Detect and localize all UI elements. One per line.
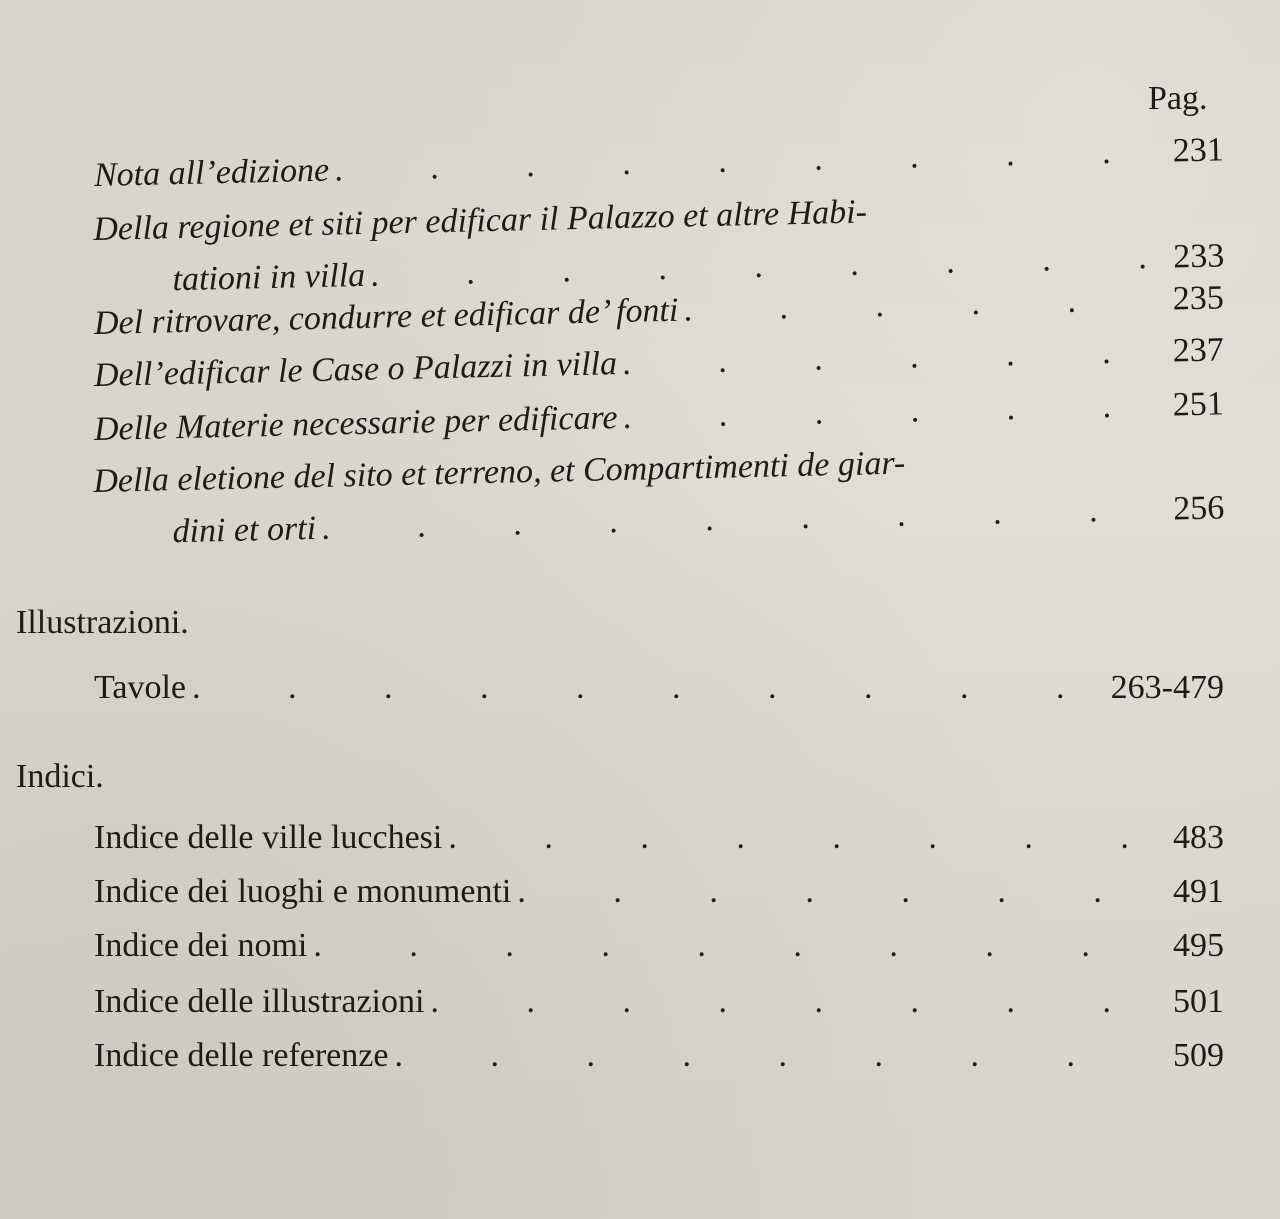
- toc-entry-title-continued: tationi in villa: [172, 256, 366, 299]
- dot-leader: [192, 662, 1105, 714]
- dot-leader: [313, 920, 1154, 972]
- toc-page-number: 501: [1173, 983, 1224, 1020]
- section-heading-indici: Indici.: [16, 758, 104, 795]
- dot-leader: [517, 866, 1154, 918]
- toc-entry-title: Nota all’edizione: [93, 151, 330, 194]
- dot-leader: [622, 326, 1154, 390]
- toc-entry-title: Indice dei luoghi e monumenti: [94, 873, 512, 910]
- toc-page-number: 256: [1172, 489, 1225, 528]
- toc-page-number: 233: [1172, 237, 1225, 276]
- toc-entry-nomi: [94, 920, 1234, 972]
- toc-entry-title: Indice delle referenze: [94, 1037, 389, 1074]
- toc-entry-title-continued: dini et orti: [172, 509, 317, 551]
- toc-page-number: 491: [1173, 873, 1224, 910]
- toc-entry-title: Del ritrovare, condurre et edificar de’ fonti: [93, 291, 679, 342]
- toc-entry-title: Tavole: [94, 669, 187, 706]
- toc-entry-title: Della eletione del sito et terreno, et Compartimenti de giar-: [92, 444, 906, 501]
- dot-leader: [430, 976, 1154, 1028]
- toc-entry-ville: [94, 812, 1234, 864]
- section-heading-illustrazioni: Illustrazioni.: [16, 604, 189, 641]
- toc-entry-title: Indice delle illustrazioni: [94, 983, 425, 1020]
- toc-entry-luoghi: [94, 866, 1234, 918]
- page-column-header: Pag.: [1148, 80, 1208, 117]
- toc-page-number: 509: [1173, 1037, 1224, 1074]
- toc-entry-tavole: [94, 662, 1234, 714]
- toc-entry-referenze: [94, 1030, 1234, 1082]
- toc-page-number: 237: [1172, 331, 1225, 370]
- toc-entry-title: Indice delle ville lucchesi: [94, 819, 443, 856]
- toc-page-number: 231: [1172, 131, 1225, 170]
- toc-page-number: 235: [1172, 279, 1225, 318]
- toc-page-number: 251: [1172, 385, 1225, 424]
- toc-page-number: 263-479: [1110, 669, 1224, 706]
- toc-entry-title: Della regione et siti per edificar il Palazzo et altre Habi-: [92, 193, 868, 249]
- toc-entry-title: Dell’edificar le Case o Palazzi in villa: [93, 345, 618, 394]
- toc-entry-title: Indice dei nomi: [94, 927, 308, 964]
- toc-page-number: 483: [1173, 819, 1224, 856]
- toc-page-number: 495: [1173, 927, 1224, 964]
- toc-entry-illustrazioni: [94, 976, 1234, 1028]
- toc-entry-title: Delle Materie necessarie per edificare: [93, 399, 618, 448]
- dot-leader: [394, 1030, 1154, 1082]
- dot-leader: [448, 812, 1154, 864]
